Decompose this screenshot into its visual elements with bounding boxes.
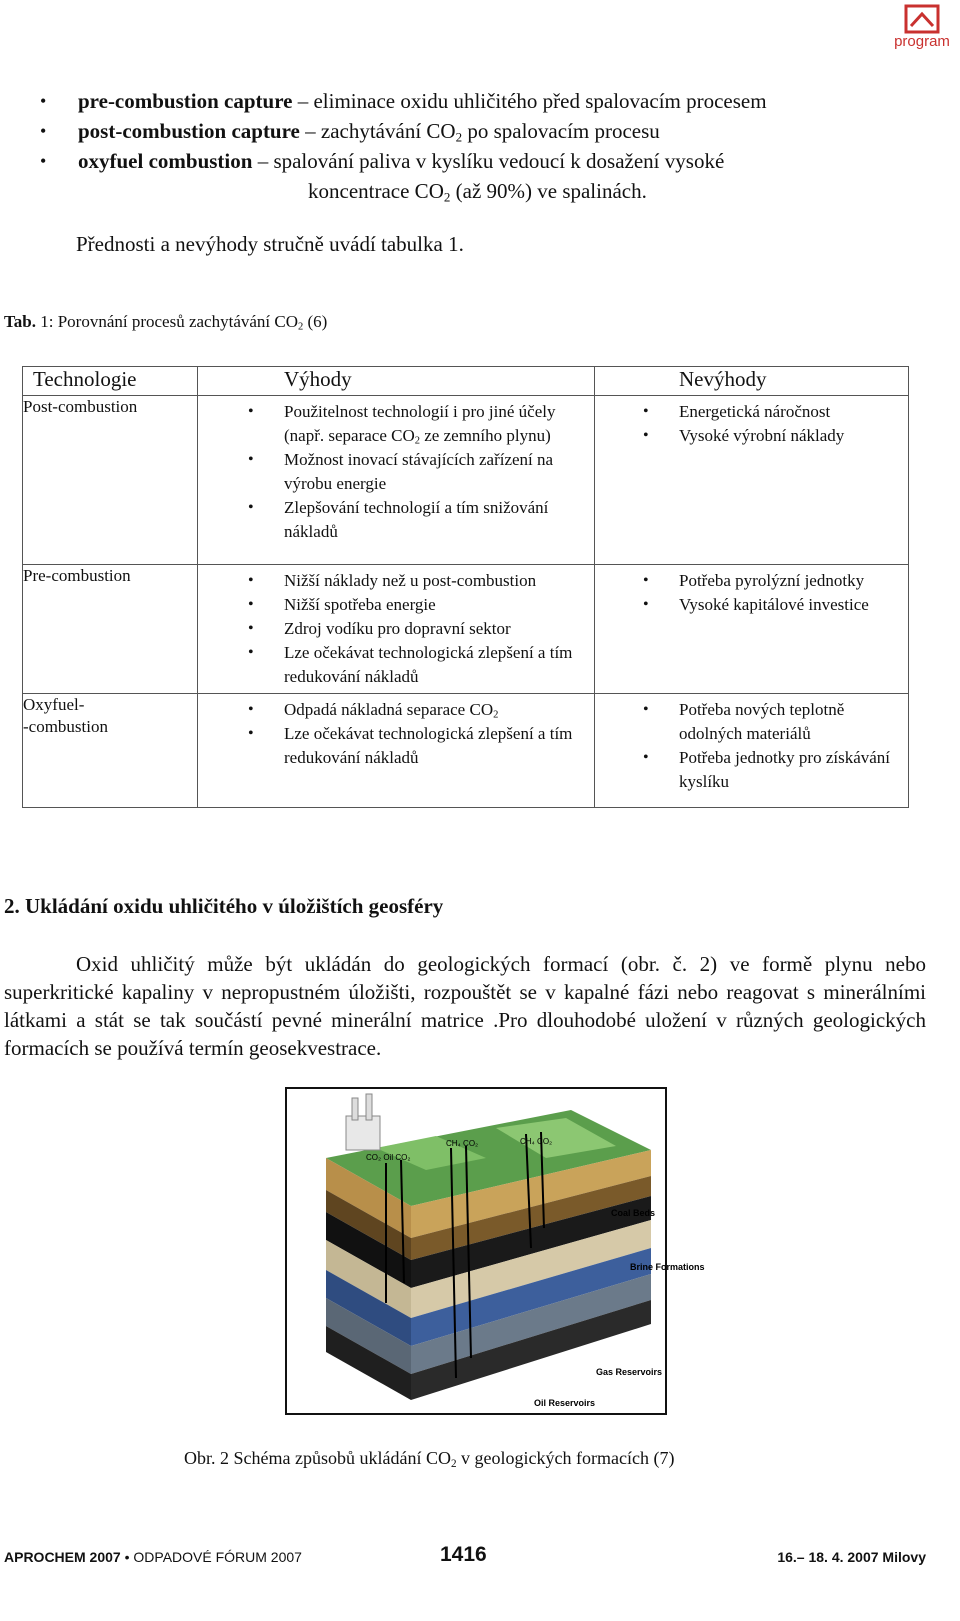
table-row bbox=[23, 565, 909, 694]
geological-layers-illustration bbox=[286, 1088, 705, 1414]
bullet-item bbox=[0, 146, 900, 206]
list-item: • Lze očekávat technologická zlepšení a tím redukování nákladů bbox=[198, 722, 594, 770]
list-item: • Potřeba pyrolýzní jednotky bbox=[595, 569, 908, 593]
tech-cell bbox=[23, 694, 198, 808]
page-footer bbox=[4, 1543, 926, 1569]
bullet-term: post-combustion capture bbox=[78, 119, 300, 143]
bullet-text: – spalování paliva v kyslíku vedoucí k dosažení vysoké bbox=[252, 149, 725, 173]
bullet-icon: • bbox=[40, 151, 47, 171]
bullet-text: – eliminace oxidu uhličitého před spalovacím procesem bbox=[292, 89, 767, 113]
bullet-term: pre-combustion capture bbox=[78, 89, 293, 113]
geosequestration-figure bbox=[286, 1088, 705, 1414]
list-item: • Lze očekávat technologická zlepšení a tím redukování nákladů bbox=[198, 641, 594, 689]
comparison-table bbox=[22, 366, 909, 808]
tech-label: Oxyfuel- bbox=[23, 695, 85, 714]
list-item: • Nižší spotřeba energie bbox=[198, 593, 594, 617]
cons-cell bbox=[595, 396, 909, 565]
bullet-text: (až 90%) ve spalinách. bbox=[450, 179, 647, 203]
list-item: • Energetická náročnost bbox=[595, 400, 908, 424]
section-paragraph: Oxid uhličitý může být ukládán do geologických formací (obr. č. 2) ve formě plynu nebo superkritické kapaliny v nepropustném úložišti, rozpouštět se v kapalné fázi nebo reagovat s minerálními látkami a stát se tak součástí pevné minerální matrice .Pro dlouhodobé uložení v různých geologických formacích se používá termín geosekvestrace. bbox=[4, 952, 926, 1060]
subscript: 2 bbox=[450, 1457, 457, 1470]
list-item: • Nižší náklady než u post-combustion bbox=[198, 569, 594, 593]
label-gas-1: CO₂ Oil CO₂ bbox=[366, 1153, 411, 1162]
label-gas-2: CH₄ CO₂ bbox=[446, 1139, 479, 1148]
bullet-text: po spalovacím procesu bbox=[462, 119, 660, 143]
intro-text: Přednosti a nevýhody stručně uvádí tabulka 1. bbox=[76, 232, 464, 256]
list-item: • Potřeba jednotky pro získávání kyslíku bbox=[595, 746, 908, 794]
chimney bbox=[366, 1094, 372, 1120]
footer-date: 16.– 18. 4. 2007 Milovy bbox=[777, 1549, 926, 1565]
subscript: 2 bbox=[298, 321, 304, 333]
table-header-row bbox=[23, 367, 909, 396]
list-item: • Zdroj vodíku pro dopravní sektor bbox=[198, 617, 594, 641]
cons-cell bbox=[595, 694, 909, 808]
pros-cell bbox=[198, 694, 595, 808]
caption-text: 1: Porovnání procesů zachytávání CO bbox=[35, 312, 298, 331]
bullet-text: – zachytávání CO bbox=[299, 119, 456, 143]
caption-text: v geologických formacích (7) bbox=[456, 1448, 675, 1468]
chimney bbox=[352, 1098, 358, 1120]
list-item: • Použitelnost technologií i pro jiné účely (např. separace $CO_2$ ze zemního plynu) bbox=[198, 400, 594, 448]
tech-label: -combustion bbox=[23, 717, 108, 736]
caption-text: Obr. 2 Schéma způsobů ukládání CO bbox=[184, 1448, 451, 1468]
pros-cell bbox=[198, 396, 595, 565]
bullet-text: koncentrace CO bbox=[308, 179, 444, 203]
list-item: • Zlepšování technologií a tím snižování nákladů bbox=[198, 496, 594, 544]
section-heading: 2. Ukládání oxidu uhličitého v úložištích geosféry bbox=[4, 894, 444, 918]
logo-label: program bbox=[894, 33, 950, 50]
subscript: 2 bbox=[443, 189, 451, 205]
tech-cell: Post-combustion bbox=[23, 396, 198, 565]
label-oil-reservoirs: Oil Reservoirs bbox=[534, 1398, 596, 1408]
cons-cell bbox=[595, 565, 909, 694]
label-gas-3: CH₄ CO₂ bbox=[520, 1137, 553, 1146]
list-item: • Vysoké výrobní náklady bbox=[595, 424, 908, 448]
list-item: • Vysoké kapitálové investice bbox=[595, 593, 908, 617]
label-coal-beds: Coal Beds bbox=[611, 1208, 656, 1218]
bullet-term: oxyfuel combustion bbox=[78, 149, 253, 173]
caption-text: (6) bbox=[303, 312, 328, 331]
program-logo bbox=[890, 4, 954, 56]
header-advantages: Výhody bbox=[198, 367, 595, 396]
program-logo-icon bbox=[904, 4, 940, 34]
table-caption bbox=[4, 312, 327, 332]
label-gas-reservoirs: Gas Reservoirs bbox=[596, 1367, 663, 1377]
list-item: • Možnost inovací stávajících zařízení na výrobu energie bbox=[198, 448, 594, 496]
bullet-icon: • bbox=[40, 91, 47, 111]
label-brine: Brine Formations bbox=[630, 1262, 705, 1272]
bullet-icon: • bbox=[40, 121, 47, 141]
tech-cell: Pre-combustion bbox=[23, 565, 198, 694]
list-item: • Potřeba nových teplotně odolných materiálů bbox=[595, 698, 908, 746]
figure-caption bbox=[184, 1448, 674, 1469]
caption-label: Tab. bbox=[4, 312, 36, 331]
list-item: • Odpadá nákladná separace $CO_2$ bbox=[198, 698, 594, 722]
pros-cell bbox=[198, 565, 595, 694]
table-row bbox=[23, 396, 909, 565]
power-plant bbox=[346, 1116, 380, 1150]
table-row bbox=[23, 694, 909, 808]
header-technology: Technologie bbox=[23, 367, 198, 396]
footer-conference: APROCHEM 2007 • ODPADOVÉ FÓRUM 2007 bbox=[4, 1549, 302, 1565]
subscript: 2 bbox=[455, 129, 463, 145]
page-number: 1416 bbox=[440, 1543, 487, 1566]
header-disadvantages: Nevýhody bbox=[595, 367, 909, 396]
